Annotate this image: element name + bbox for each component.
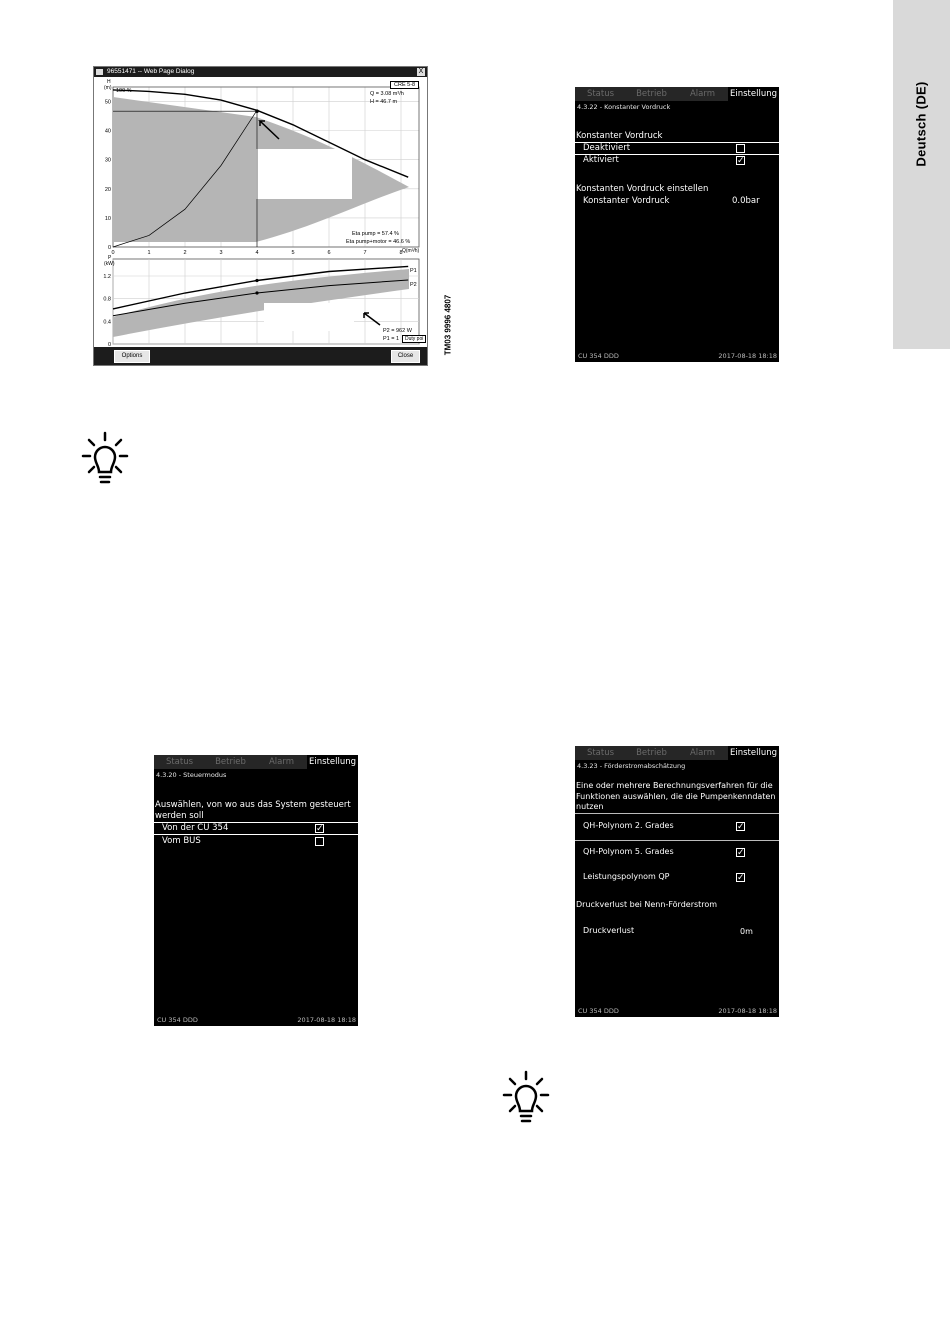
checkbox-empty-icon[interactable] (736, 144, 745, 153)
tab-alarm[interactable]: Alarm (256, 755, 307, 769)
power-point-marker (255, 279, 258, 282)
eta-pump-label: Eta pump = 57.4 % (352, 231, 399, 237)
option-label: Aktiviert (583, 155, 619, 165)
footer-device: CU 354 DDD (157, 1016, 198, 1024)
language-tab-label: Deutsch (DE) (913, 81, 929, 167)
checkbox-checked-icon[interactable]: ✓ (737, 156, 745, 166)
option-label: QH-Polynom 2. Grades (583, 821, 674, 830)
pump-curve-dialog (93, 66, 428, 366)
option-label: Von der CU 354 (162, 823, 229, 833)
tab-status[interactable]: Status (575, 87, 626, 101)
option-label: QH-Polynom 5. Grades (583, 847, 674, 856)
checkbox-checked-icon[interactable]: ✓ (737, 848, 745, 858)
tab-bar (154, 755, 358, 769)
tab-einstellung[interactable]: Einstellung (729, 89, 777, 99)
p2-readout: P2 = 962 W (383, 328, 412, 334)
x-tick-label: 6 (327, 250, 331, 256)
h-axis-label: H (107, 79, 111, 85)
x-tick-label: 4 (255, 250, 259, 256)
duty-point-box: Duty poi (402, 335, 426, 343)
y-tick-label: 1.2 (103, 274, 111, 280)
y-tick-label: 0.8 (103, 296, 111, 303)
upper-shade-left (113, 97, 256, 242)
close-icon[interactable]: X (418, 68, 424, 75)
p1-series-label: P1 (410, 268, 417, 274)
pressure-value-field[interactable]: 0.0bar (732, 196, 760, 206)
footer-datetime: 2017-08-18 18:18 (718, 1007, 777, 1015)
options-button[interactable]: Options (114, 350, 150, 363)
field-label: Druckverlust (583, 926, 635, 935)
pump-type-box: CRE 5-8 (390, 81, 419, 89)
screen-title: 4.3.22 - Konstanter Vordruck (577, 103, 671, 111)
dialog-titlebar (94, 67, 427, 77)
prompt-text: Eine oder mehrere Berechnungsverfahren für die Funktionen auswählen, die die Pumpenkenndaten nutzen (576, 781, 776, 811)
screen-control-mode (154, 755, 358, 1026)
option-row-qh5[interactable] (575, 842, 779, 862)
figure-reference: TM03 9996 4807 (443, 294, 453, 356)
checkbox-checked-icon[interactable]: ✓ (316, 824, 324, 834)
checkbox-checked-icon[interactable]: ✓ (737, 822, 745, 832)
tab-betrieb[interactable]: Betrieb (626, 87, 677, 101)
h-axis-unit: (m) (104, 85, 112, 91)
tab-bar (575, 746, 779, 760)
option-row-bus[interactable] (154, 835, 358, 847)
lightbulb-icon (80, 430, 130, 490)
tab-betrieb[interactable]: Betrieb (626, 746, 677, 760)
y-tick-label: 0 (107, 342, 111, 347)
speed-label: 100 % (116, 88, 132, 94)
p-axis-unit: (kW) (104, 261, 115, 267)
tab-betrieb[interactable]: Betrieb (205, 755, 256, 769)
option-row-qh2[interactable] (575, 813, 779, 841)
p2-series-label: P2 (410, 282, 417, 288)
screen-title: 4.3.23 - Förderstromabschätzung (577, 762, 686, 770)
footer-device: CU 354 DDD (578, 1007, 619, 1015)
x-tick-label: 8 (399, 250, 403, 256)
screen-constant-inlet-pressure (575, 87, 779, 362)
pump-charts (94, 77, 427, 347)
x-tick-label: 0 (111, 250, 115, 256)
y-tick-label: 10 (104, 215, 111, 222)
x-tick-label: 1 (147, 250, 151, 256)
footer-datetime: 2017-08-18 18:18 (297, 1016, 356, 1024)
section-heading: Konstanten Vordruck einstellen (576, 184, 709, 194)
y-tick-label: 0 (107, 245, 111, 251)
option-label: Vom BUS (162, 836, 201, 846)
screen-flow-estimation (575, 746, 779, 1017)
tab-status[interactable]: Status (154, 755, 205, 769)
lower-blank (264, 303, 354, 331)
y-tick-label: 0.4 (103, 319, 111, 326)
head-readout: H = 46.7 m (370, 99, 398, 105)
field-label: Konstanter Vordruck (583, 196, 670, 206)
duty-point-marker (255, 109, 259, 113)
x-tick-label: 5 (291, 250, 295, 256)
y-tick-label: 50 (104, 99, 111, 106)
window-icon (96, 69, 103, 75)
dialog-button-bar (94, 347, 427, 365)
tab-bar (575, 87, 779, 101)
p-axis-label: P (108, 255, 112, 261)
option-row-aktiviert[interactable] (575, 154, 779, 166)
section-heading: Konstanter Vordruck (576, 131, 663, 141)
tab-alarm[interactable]: Alarm (677, 87, 728, 101)
close-button[interactable]: Close (391, 350, 420, 363)
x-tick-label: 7 (363, 250, 367, 256)
prompt-text: Auswählen, von wo aus das System gesteuert werden soll (155, 800, 351, 821)
option-row-qp[interactable] (575, 867, 779, 887)
power-point-marker (255, 291, 258, 294)
language-tab (893, 0, 950, 349)
screen-title: 4.3.20 - Steuermodus (156, 771, 227, 779)
tab-alarm[interactable]: Alarm (677, 746, 728, 760)
flow-readout: Q = 3.08 m³/h (370, 91, 404, 97)
checkbox-checked-icon[interactable]: ✓ (737, 873, 745, 883)
section-heading: Druckverlust bei Nenn-Förderstrom (576, 900, 718, 909)
legend-blank (256, 149, 352, 199)
y-tick-label: 40 (104, 128, 111, 135)
checkbox-empty-icon[interactable] (315, 837, 324, 846)
footer-datetime: 2017-08-18 18:18 (718, 352, 777, 360)
option-label: Deaktiviert (583, 143, 631, 153)
y-tick-label: 20 (104, 186, 111, 193)
footer-device: CU 354 DDD (578, 352, 619, 360)
q-axis-label: Q(m³/h) (402, 248, 420, 254)
option-label: Leistungspolynom QP (583, 872, 670, 881)
p1-readout: P1 = 1 (383, 336, 400, 342)
tab-einstellung[interactable]: Einstellung (308, 757, 356, 767)
pressure-loss-value-field[interactable]: 0m (740, 927, 753, 936)
x-tick-label: 3 (219, 250, 223, 256)
tab-einstellung[interactable]: Einstellung (729, 748, 777, 758)
lightbulb-icon (501, 1069, 551, 1129)
y-tick-label: 30 (104, 157, 111, 164)
x-tick-label: 2 (183, 250, 187, 256)
eta-pump-motor-label: Eta pump+motor = 46.6 % (346, 239, 411, 245)
dialog-title: 96551471 -- Web Page Dialog (107, 68, 195, 75)
option-row-cu354[interactable] (154, 822, 358, 835)
tab-status[interactable]: Status (575, 746, 626, 760)
